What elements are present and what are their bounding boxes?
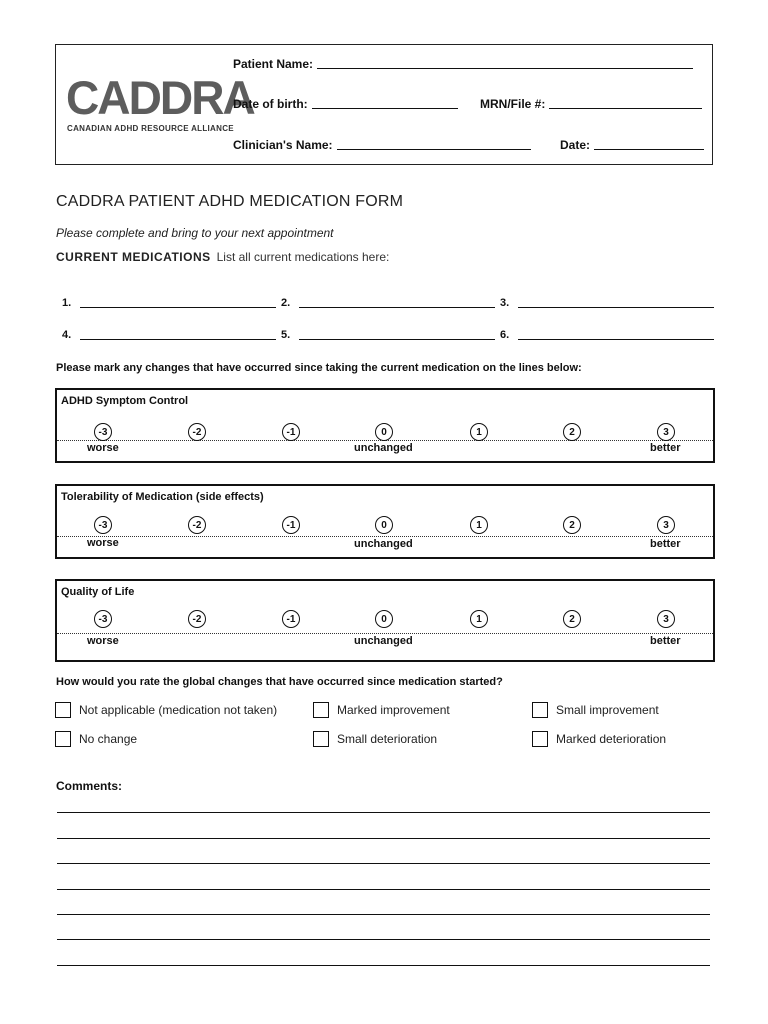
comment-line[interactable] bbox=[57, 838, 710, 839]
comment-line[interactable] bbox=[57, 965, 710, 966]
scale-label-worse: worse bbox=[87, 635, 119, 647]
option-label: Not applicable (medication not taken) bbox=[79, 703, 278, 717]
global-change-question: How would you rate the global changes that have occurred since medication started? bbox=[56, 676, 503, 688]
medication-slot-2[interactable] bbox=[281, 297, 495, 309]
scale-title: Quality of Life bbox=[61, 586, 135, 598]
clinician-line[interactable] bbox=[337, 148, 531, 150]
checkbox[interactable] bbox=[55, 702, 71, 718]
form-title: CADDRA PATIENT ADHD MEDICATION FORM bbox=[56, 193, 404, 210]
medication-slot-number: 6. bbox=[500, 329, 510, 341]
medication-line[interactable] bbox=[299, 338, 495, 340]
checkbox[interactable] bbox=[532, 731, 548, 747]
scale-label-unchanged: unchanged bbox=[354, 538, 413, 550]
scale-label-better: better bbox=[650, 538, 681, 550]
scale-title: ADHD Symptom Control bbox=[61, 395, 189, 407]
scale-option-minus-1[interactable]: -1 bbox=[282, 423, 300, 441]
scale-option-3[interactable]: 3 bbox=[657, 610, 675, 628]
scale-option-2[interactable]: 2 bbox=[563, 423, 581, 441]
scale-label-unchanged: unchanged bbox=[354, 635, 413, 647]
dob-field[interactable] bbox=[233, 97, 458, 111]
comment-line[interactable] bbox=[57, 914, 710, 915]
scale-option-3[interactable]: 3 bbox=[657, 516, 675, 534]
option-small-deterioration[interactable] bbox=[313, 731, 437, 747]
option-marked-deterioration[interactable] bbox=[532, 731, 666, 747]
option-small-improvement[interactable] bbox=[532, 702, 659, 718]
checkbox[interactable] bbox=[313, 731, 329, 747]
scale-option-3[interactable]: 3 bbox=[657, 423, 675, 441]
comments-label: Comments: bbox=[56, 779, 123, 793]
option-not-applicable[interactable] bbox=[55, 702, 277, 718]
comment-line[interactable] bbox=[57, 863, 710, 864]
option-no-change[interactable] bbox=[55, 731, 137, 747]
scale-option-1[interactable]: 1 bbox=[470, 610, 488, 628]
scale-dotted-line bbox=[57, 536, 713, 537]
checkbox[interactable] bbox=[313, 702, 329, 718]
scale-option-2[interactable]: 2 bbox=[563, 610, 581, 628]
logo-wordmark: CADDRA bbox=[66, 71, 254, 124]
scale-option-minus-2[interactable]: -2 bbox=[188, 423, 206, 441]
scale-label-better: better bbox=[650, 635, 681, 647]
checkbox[interactable] bbox=[532, 702, 548, 718]
option-label: Small deterioration bbox=[337, 732, 438, 746]
medication-slot-3[interactable] bbox=[500, 297, 714, 309]
medication-slot-4[interactable] bbox=[62, 329, 276, 341]
form-subtitle: Please complete and bring to your next appointment bbox=[56, 226, 334, 240]
option-label: Marked improvement bbox=[337, 703, 450, 717]
medication-line[interactable] bbox=[518, 338, 714, 340]
date-label: Date: bbox=[560, 138, 591, 152]
dob-label: Date of birth: bbox=[233, 97, 308, 111]
medication-slot-6[interactable] bbox=[500, 329, 714, 341]
mrn-label: MRN/File #: bbox=[480, 97, 546, 111]
patient-name-label: Patient Name: bbox=[233, 57, 314, 71]
current-medications-heading bbox=[56, 250, 389, 264]
mrn-line[interactable] bbox=[549, 107, 702, 109]
patient-name-field[interactable] bbox=[233, 57, 693, 71]
scale-option-minus-2[interactable]: -2 bbox=[188, 610, 206, 628]
scale-quality-of-life bbox=[55, 579, 715, 662]
medication-slot-1[interactable] bbox=[62, 297, 276, 309]
medication-line[interactable] bbox=[80, 306, 276, 308]
scale-label-better: better bbox=[650, 442, 681, 454]
scale-option-0[interactable]: 0 bbox=[375, 516, 393, 534]
changes-instruction: Please mark any changes that have occurred since taking the current medication on the lines below: bbox=[56, 362, 582, 374]
scale-option-minus-3[interactable]: -3 bbox=[94, 423, 112, 441]
date-line[interactable] bbox=[594, 148, 704, 150]
medication-line[interactable] bbox=[80, 338, 276, 340]
date-field[interactable] bbox=[560, 138, 704, 152]
dob-line[interactable] bbox=[312, 107, 458, 109]
scale-option-0[interactable]: 0 bbox=[375, 610, 393, 628]
logo-subtitle: CANADIAN ADHD RESOURCE ALLIANCE bbox=[67, 124, 234, 133]
scale-adhd-symptom-control bbox=[55, 388, 715, 463]
medication-slot-5[interactable] bbox=[281, 329, 495, 341]
medication-line[interactable] bbox=[518, 306, 714, 308]
comment-line[interactable] bbox=[57, 889, 710, 890]
scale-label-unchanged: unchanged bbox=[354, 442, 413, 454]
patient-name-line[interactable] bbox=[317, 67, 693, 69]
scale-option-minus-1[interactable]: -1 bbox=[282, 610, 300, 628]
scale-option-minus-1[interactable]: -1 bbox=[282, 516, 300, 534]
mrn-field[interactable] bbox=[480, 97, 702, 111]
medication-slot-number: 2. bbox=[281, 297, 291, 309]
option-label: Marked deterioration bbox=[556, 732, 667, 746]
scale-option-2[interactable]: 2 bbox=[563, 516, 581, 534]
current-medications-instruction: List all current medications here: bbox=[216, 250, 390, 264]
scale-dotted-line bbox=[57, 633, 713, 634]
option-label: Small improvement bbox=[556, 703, 659, 717]
clinician-field[interactable] bbox=[233, 138, 531, 152]
scale-option-0[interactable]: 0 bbox=[375, 423, 393, 441]
medication-slot-number: 3. bbox=[500, 297, 510, 309]
scale-option-1[interactable]: 1 bbox=[470, 516, 488, 534]
medication-line[interactable] bbox=[299, 306, 495, 308]
option-label: No change bbox=[79, 732, 138, 746]
scale-title: Tolerability of Medication (side effects) bbox=[61, 491, 264, 503]
scale-tolerability bbox=[55, 484, 715, 559]
scale-option-minus-3[interactable]: -3 bbox=[94, 516, 112, 534]
caddra-logo bbox=[66, 71, 254, 136]
comment-line[interactable] bbox=[57, 812, 710, 813]
comment-line[interactable] bbox=[57, 939, 710, 940]
scale-option-minus-3[interactable]: -3 bbox=[94, 610, 112, 628]
scale-label-worse: worse bbox=[87, 537, 119, 549]
scale-option-minus-2[interactable]: -2 bbox=[188, 516, 206, 534]
medication-slot-number: 5. bbox=[281, 329, 291, 341]
medication-slot-number: 4. bbox=[62, 329, 72, 341]
current-medications-label: CURRENT MEDICATIONS bbox=[56, 250, 211, 264]
medication-slot-number: 1. bbox=[62, 297, 72, 309]
option-marked-improvement[interactable] bbox=[313, 702, 450, 718]
scale-label-worse: worse bbox=[87, 442, 119, 454]
scale-option-1[interactable]: 1 bbox=[470, 423, 488, 441]
checkbox[interactable] bbox=[55, 731, 71, 747]
clinician-label: Clinician's Name: bbox=[233, 138, 333, 152]
